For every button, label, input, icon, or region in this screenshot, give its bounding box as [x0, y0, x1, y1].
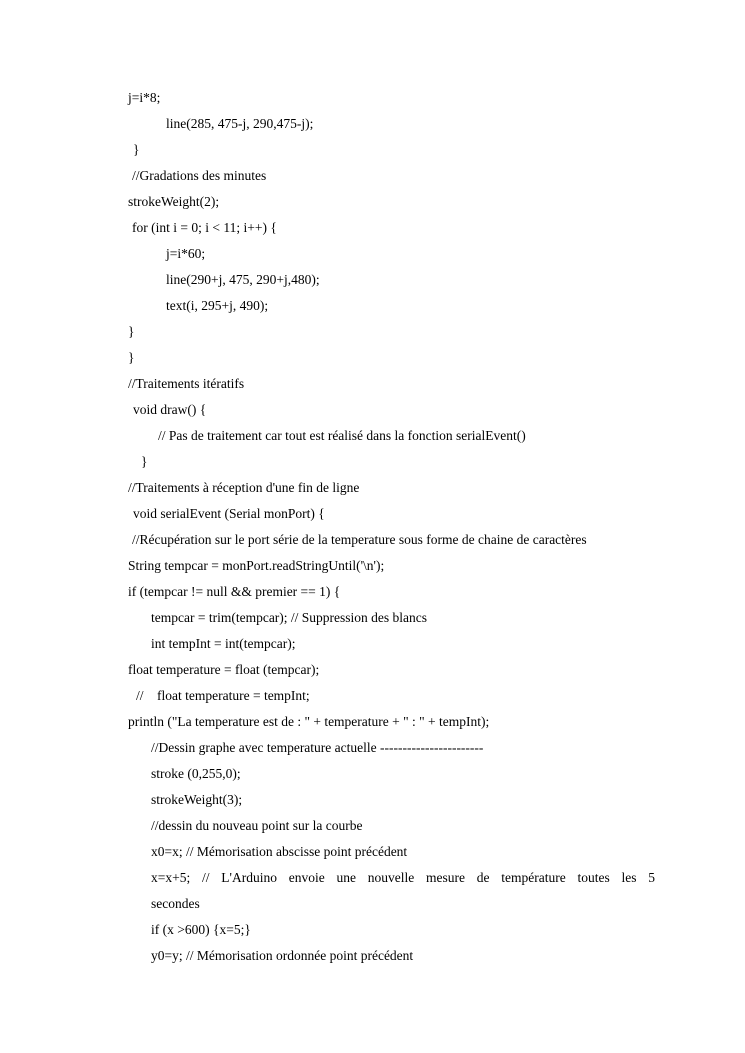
code-comment: //Dessin graphe avec temperature actuelle -----------------------	[151, 740, 484, 755]
code-line: }	[128, 350, 135, 365]
code-line: j=i*60;	[166, 246, 206, 261]
code-comment: //Traitements à réception d'une fin de ligne	[128, 480, 360, 495]
code-comment: // Pas de traitement car tout est réalisé dans la fonction serialEvent()	[158, 428, 526, 443]
code-line: tempcar = trim(tempcar); // Suppression des blancs	[151, 610, 428, 625]
code-line: line(290+j, 475, 290+j,480);	[166, 272, 320, 287]
code-line: void draw() {	[133, 402, 207, 417]
code-line: secondes	[151, 896, 200, 911]
code-line: float temperature = float (tempcar);	[128, 662, 320, 677]
code-line: y0=y; // Mémorisation ordonnée point précédent	[151, 948, 414, 963]
code-line: }	[133, 142, 140, 157]
code-line: j=i*8;	[128, 90, 161, 105]
code-line: if (tempcar != null && premier == 1) {	[128, 584, 341, 599]
code-line: text(i, 295+j, 490);	[166, 298, 269, 313]
code-line: void serialEvent (Serial monPort) {	[133, 506, 325, 521]
code-comment: // float temperature = tempInt;	[136, 688, 310, 703]
code-comment: //Traitements itératifs	[128, 376, 245, 391]
code-comment: //Gradations des minutes	[132, 168, 267, 183]
code-line: stroke (0,255,0);	[151, 766, 241, 781]
code-line: if (x >600) {x=5;}	[151, 922, 251, 937]
code-line: for (int i = 0; i < 11; i++) {	[132, 220, 277, 235]
code-line: line(285, 475-j, 290,475-j);	[166, 116, 314, 131]
code-comment: //Récupération sur le port série de la temperature sous forme de chaine de caractères	[132, 532, 587, 547]
code-line: x0=x; // Mémorisation abscisse point précédent	[151, 844, 408, 859]
code-line: }	[141, 454, 148, 469]
code-line: int tempInt = int(tempcar);	[151, 636, 296, 651]
code-line-justified: x=x+5; // L'Arduino envoie une nouvelle mesure de température toutes les 5	[151, 870, 655, 885]
code-comment: //dessin du nouveau point sur la courbe	[151, 818, 363, 833]
code-line: strokeWeight(2);	[128, 194, 220, 209]
code-line: }	[128, 324, 135, 339]
code-line: String tempcar = monPort.readStringUntil('\n');	[128, 558, 385, 573]
code-line: println ("La temperature est de : " + temperature + " : " + tempInt);	[128, 714, 490, 729]
code-line: strokeWeight(3);	[151, 792, 243, 807]
